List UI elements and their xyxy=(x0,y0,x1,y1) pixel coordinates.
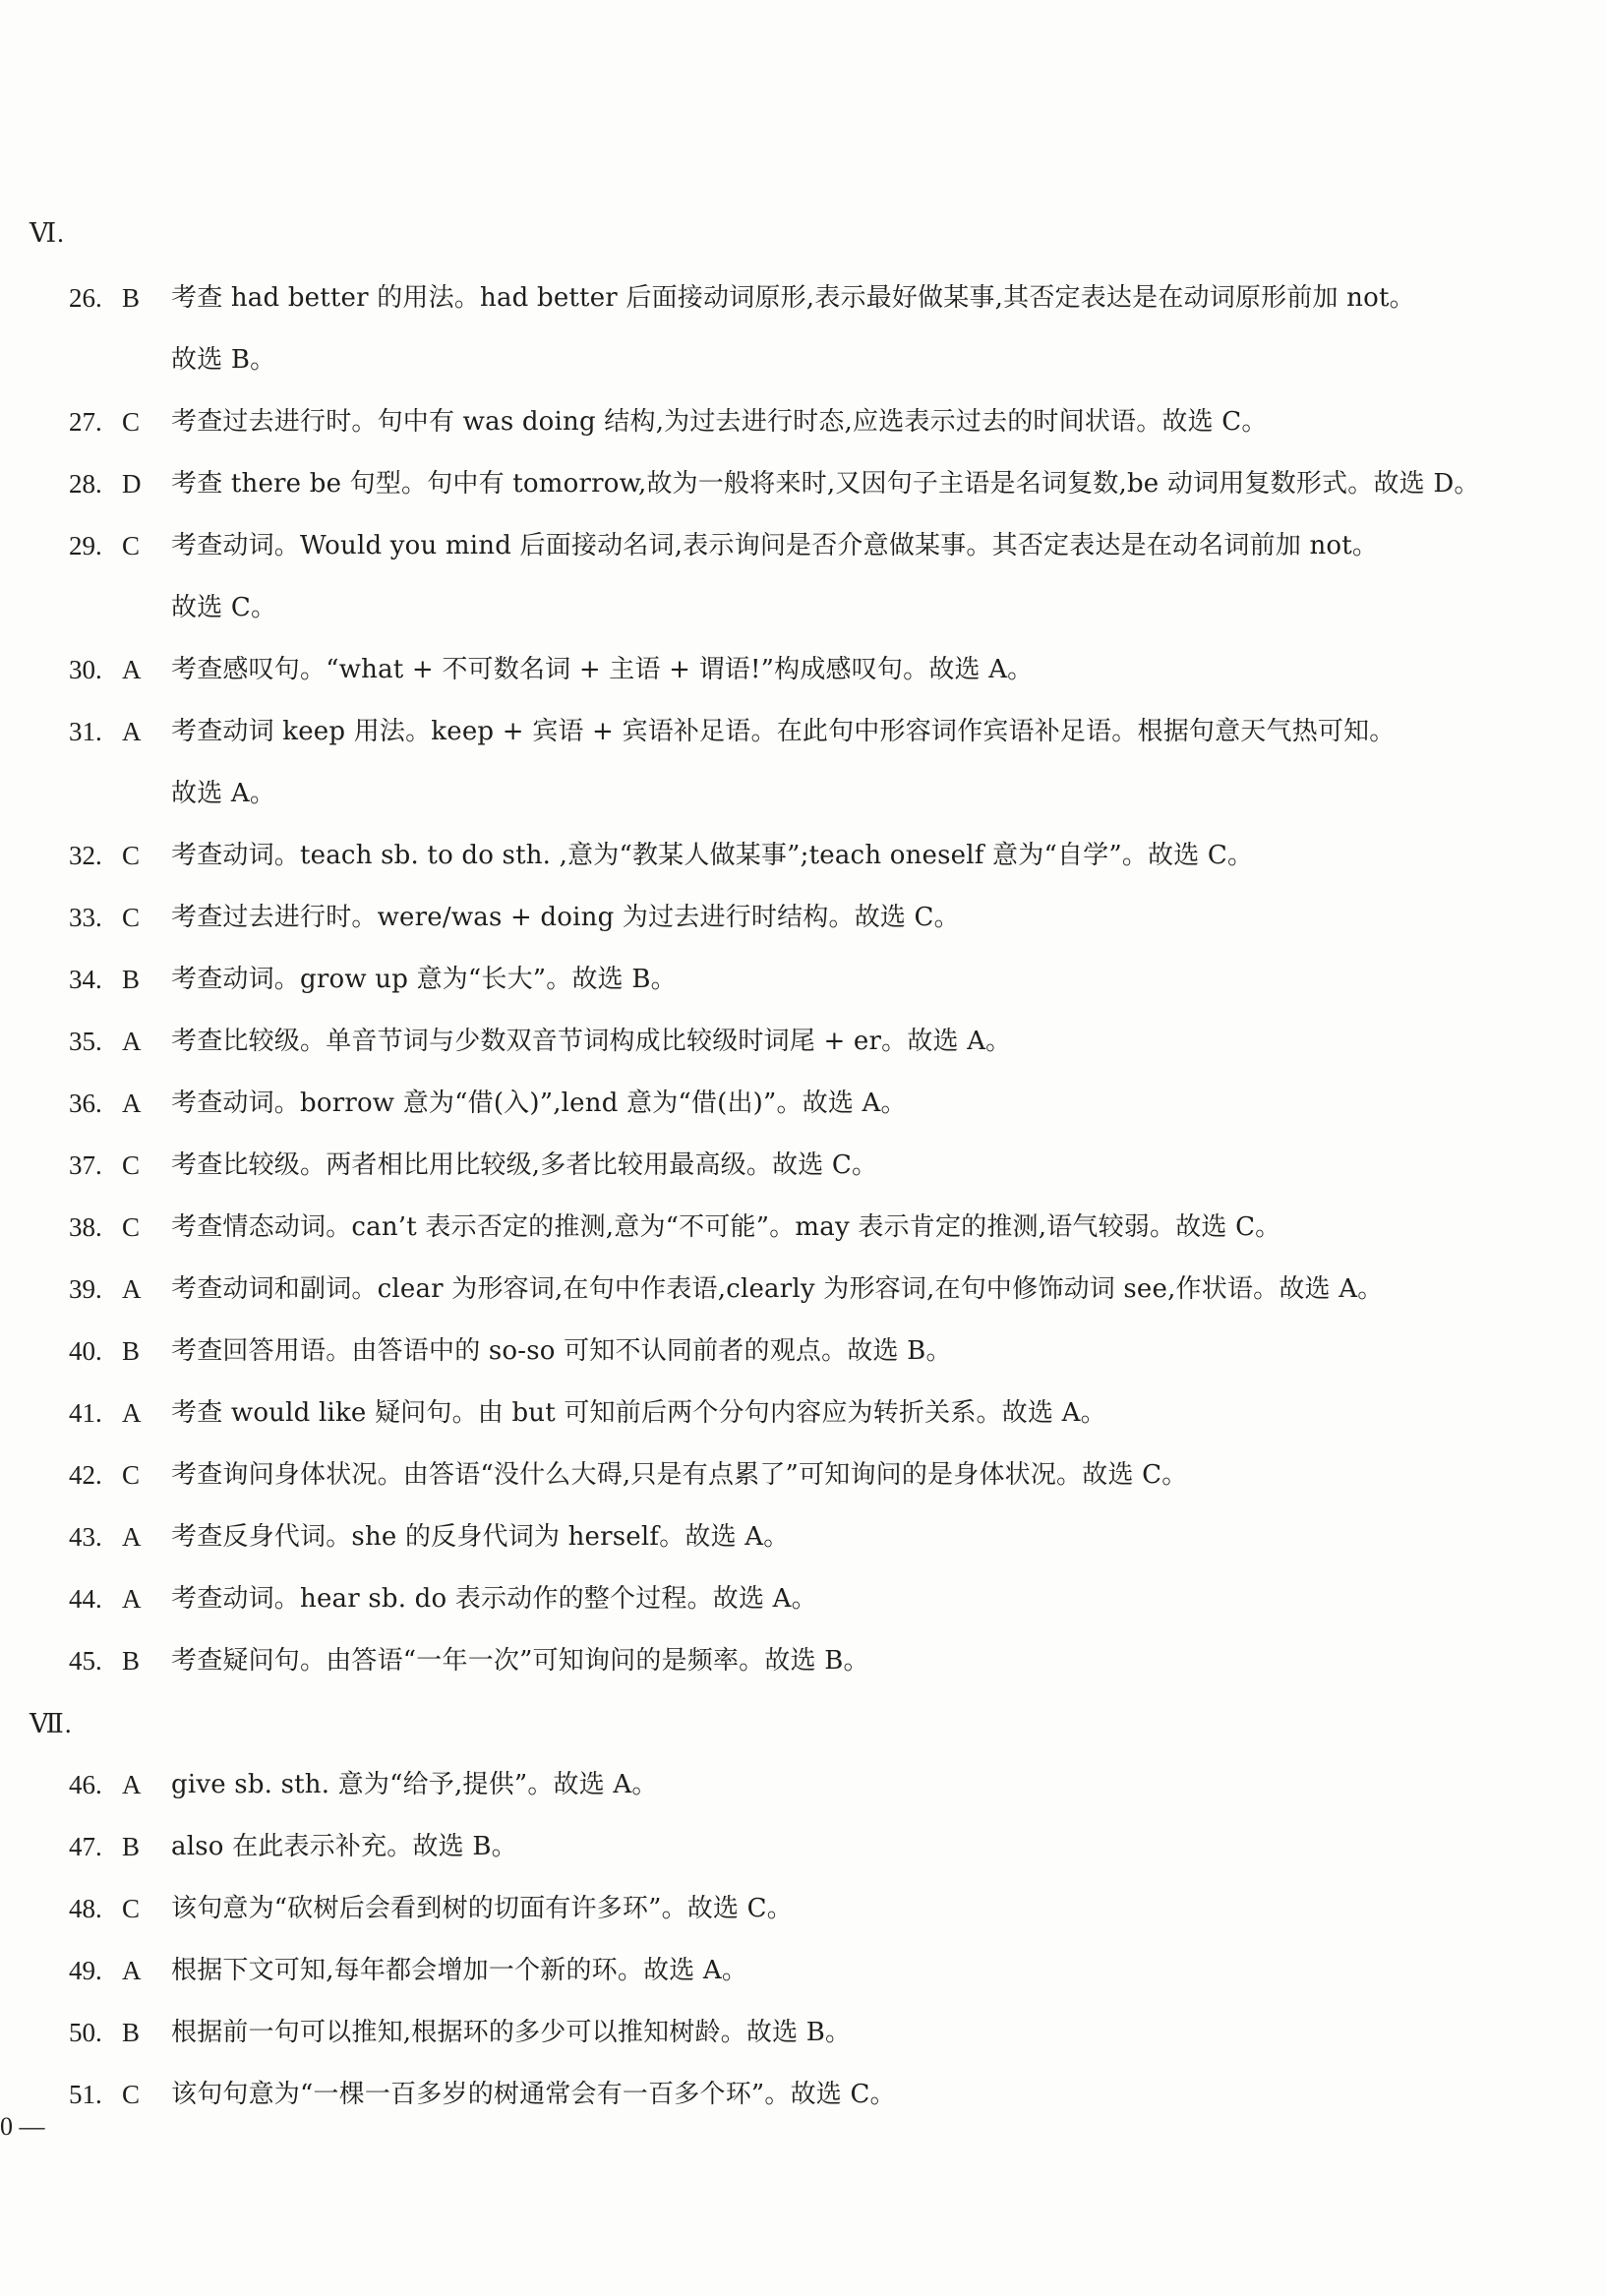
item-number: 41. xyxy=(69,1398,102,1428)
item-explanation: also 在此表示补充。故选 B。 xyxy=(171,1832,517,1861)
item-number: 48. xyxy=(69,1894,102,1923)
item-answer: C xyxy=(122,1894,141,1923)
item-answer: B xyxy=(122,283,141,313)
section-heading-vii: Ⅶ. xyxy=(30,1709,73,1738)
item-explanation: give sb. sth. 意为“给予,提供”。故选 A。 xyxy=(171,1770,658,1799)
item-explanation: 考查动词。hear sb. do 表示动作的整个过程。故选 A。 xyxy=(171,1584,817,1614)
item-explanation: 考查回答用语。由答语中的 so-so 可知不认同前者的观点。故选 B。 xyxy=(171,1336,952,1366)
item-answer: C xyxy=(122,407,141,437)
item-number: 46. xyxy=(69,1770,102,1799)
explanation-line: 故选 B。 xyxy=(171,345,276,375)
item-number: 32. xyxy=(69,841,102,870)
item-number: 35. xyxy=(69,1027,102,1056)
item-number: 26. xyxy=(69,283,102,313)
item-explanation: 考查比较级。两者相比用比较级,多者比较用最高级。故选 C。 xyxy=(171,1150,878,1180)
item-explanation: 根据前一句可以推知,根据环的多少可以推知树龄。故选 B。 xyxy=(171,2018,852,2047)
item-answer: A xyxy=(122,1584,142,1614)
item-explanation: 考查过去进行时。were/was + doing 为过去进行时结构。故选 C。 xyxy=(171,903,960,932)
item-number: 28. xyxy=(69,469,102,499)
explanation-line: 考查 had better 的用法。had better 后面接动词原形,表示最好做某事,其否定表达是在动词原形前加 not。 xyxy=(171,283,1415,313)
item-answer: C xyxy=(122,1460,141,1490)
item-answer: A xyxy=(122,1522,142,1552)
item-number: 44. xyxy=(69,1584,102,1614)
item-answer: A xyxy=(122,717,142,746)
item-number: 50. xyxy=(69,2018,102,2047)
item-answer: A xyxy=(122,1770,142,1799)
item-explanation xyxy=(171,267,1509,391)
item-answer: C xyxy=(122,903,141,932)
item-explanation: 考查询问身体状况。由答语“没什么大碍,只是有点累了”可知询问的是身体状况。故选 C。 xyxy=(171,1460,1188,1490)
item-answer: C xyxy=(122,1150,141,1180)
item-answer: C xyxy=(122,1212,141,1242)
item-answer: B xyxy=(122,1336,141,1366)
item-number: 37. xyxy=(69,1150,102,1180)
item-number: 47. xyxy=(69,1832,102,1861)
item-answer: B xyxy=(122,1832,141,1861)
item-answer: C xyxy=(122,531,141,560)
item-number: 31. xyxy=(69,717,102,746)
explanation-line: 考查动词。Would you mind 后面接动名词,表示询问是否介意做某事。其否定表达是在动名词前加 not。 xyxy=(171,531,1379,560)
item-number: 29. xyxy=(69,531,102,560)
item-answer: C xyxy=(122,841,141,870)
item-explanation: 根据下文可知,每年都会增加一个新的环。故选 A。 xyxy=(171,1956,748,1985)
item-number: 45. xyxy=(69,1646,102,1676)
item-number: 34. xyxy=(69,965,102,994)
item-answer: B xyxy=(122,965,141,994)
item-number: 49. xyxy=(69,1956,102,1985)
item-answer: B xyxy=(122,1646,141,1676)
item-explanation: 考查动词和副词。clear 为形容词,在句中作表语,clearly 为形容词,在句中修饰动词 see,作状语。故选 A。 xyxy=(171,1274,1384,1304)
explanation-line: 考查动词 keep 用法。keep + 宾语 + 宾语补足语。在此句中形容词作宾语补足语。根据句意天气热可知。 xyxy=(171,717,1396,746)
item-answer: A xyxy=(122,1089,142,1118)
item-number: 27. xyxy=(69,407,102,437)
item-explanation: 该句句意为“一棵一百多岁的树通常会有一百多个环”。故选 C。 xyxy=(171,2080,896,2109)
item-answer: A xyxy=(122,1398,142,1428)
item-explanation: 考查动词。borrow 意为“借(入)”,lend 意为“借(出)”。故选 A。 xyxy=(171,1089,907,1118)
item-explanation: 考查比较级。单音节词与少数双音节词构成比较级时词尾 + er。故选 A。 xyxy=(171,1027,1012,1056)
item-number: 42. xyxy=(69,1460,102,1490)
item-answer: C xyxy=(122,2080,141,2109)
explanation-line: 故选 A。 xyxy=(171,779,276,808)
item-explanation xyxy=(171,701,1509,825)
item-number: 36. xyxy=(69,1089,102,1118)
item-number: 51. xyxy=(69,2080,102,2109)
item-explanation: 考查动词。grow up 意为“长大”。故选 B。 xyxy=(171,965,677,994)
item-answer: A xyxy=(122,1274,142,1304)
page-number: 0 — xyxy=(0,2112,45,2141)
item-number: 43. xyxy=(69,1522,102,1552)
item-explanation: 该句意为“砍树后会看到树的切面有许多环”。故选 C。 xyxy=(171,1894,793,1923)
item-explanation: 考查反身代词。she 的反身代词为 herself。故选 A。 xyxy=(171,1522,790,1552)
item-explanation: 考查疑问句。由答语“一年一次”可知询问的是频率。故选 B。 xyxy=(171,1646,869,1676)
section-heading-vi: Ⅵ. xyxy=(30,218,65,248)
item-explanation: 考查情态动词。can’t 表示否定的推测,意为“不可能”。may 表示肯定的推测,语气较弱。故选 C。 xyxy=(171,1212,1281,1242)
item-answer: B xyxy=(122,2018,141,2047)
item-explanation: 考查 would like 疑问句。由 but 可知前后两个分句内容应为转折关系。故选 A。 xyxy=(171,1398,1106,1428)
item-explanation: 考查动词。teach sb. to do sth. ,意为“教某人做某事”;teach oneself 意为“自学”。故选 C。 xyxy=(171,841,1254,870)
item-number: 38. xyxy=(69,1212,102,1242)
item-answer: A xyxy=(122,1027,142,1056)
item-answer: D xyxy=(122,469,142,499)
item-number: 30. xyxy=(69,655,102,684)
item-answer: A xyxy=(122,655,142,684)
item-explanation: 考查过去进行时。句中有 was doing 结构,为过去进行时态,应选表示过去的时间状语。故选 C。 xyxy=(171,407,1268,437)
item-explanation xyxy=(171,515,1509,639)
explanation-line: 故选 C。 xyxy=(171,593,277,622)
item-explanation: 考查感叹句。“what + 不可数名词 + 主语 + 谓语!”构成感叹句。故选 A。 xyxy=(171,655,1034,684)
item-number: 33. xyxy=(69,903,102,932)
item-answer: A xyxy=(122,1956,142,1985)
item-explanation: 考查 there be 句型。句中有 tomorrow,故为一般将来时,又因句子主语是名词复数,be 动词用复数形式。故选 D。 xyxy=(171,469,1480,499)
item-number: 40. xyxy=(69,1336,102,1366)
item-number: 39. xyxy=(69,1274,102,1304)
